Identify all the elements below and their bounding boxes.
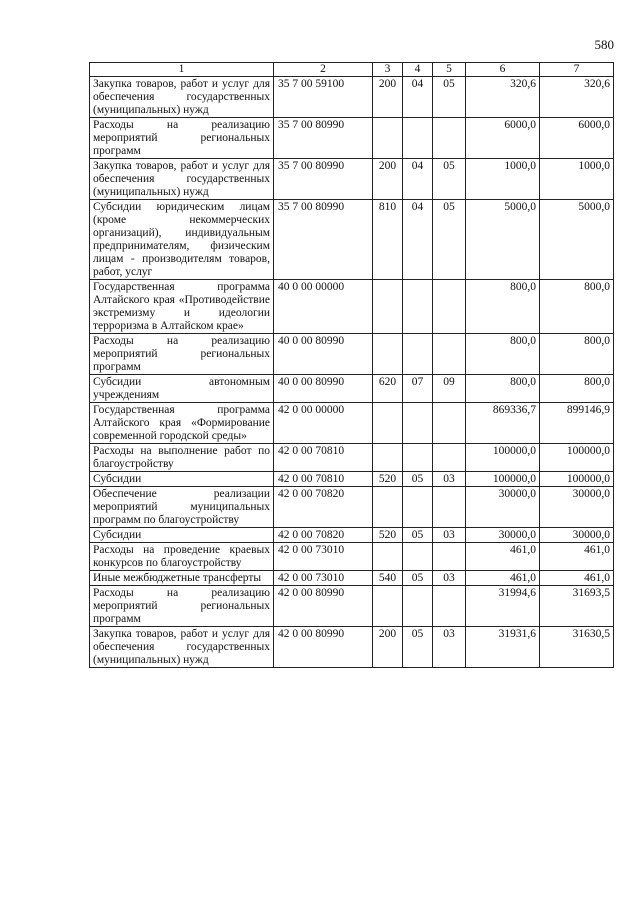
row-expense-type-cell <box>373 586 403 627</box>
table-row <box>90 200 614 280</box>
page-number: 580 <box>594 37 614 52</box>
row-subsection-cell <box>433 334 466 375</box>
table-row <box>90 586 614 627</box>
row-expense-type-cell: 540 <box>373 571 403 586</box>
table-row <box>90 403 614 444</box>
row-section-cell: 04 <box>403 200 433 280</box>
row-subsection-cell: 03 <box>433 627 466 668</box>
row-section-cell: 05 <box>403 472 433 487</box>
row-amount-2-cell: 100000,0 <box>540 444 614 472</box>
row-section-cell <box>403 487 433 528</box>
row-name-cell: Расходы на реализацию мероприятий региональных программ <box>90 118 274 159</box>
row-section-cell <box>403 280 433 334</box>
row-amount-2-cell: 31630,5 <box>540 627 614 668</box>
row-expense-type-cell <box>373 280 403 334</box>
table-row <box>90 472 614 487</box>
row-amount-1-cell: 461,0 <box>466 543 540 571</box>
row-section-cell <box>403 403 433 444</box>
row-expense-type-cell: 200 <box>373 77 403 118</box>
row-section-cell <box>403 543 433 571</box>
header-col-4: 4 <box>403 63 433 77</box>
row-code-cell: 42 0 00 73010 <box>274 543 373 571</box>
row-name-cell: Закупка товаров, работ и услуг для обеспечения государственных (муниципальных) нужд <box>90 77 274 118</box>
header-col-7: 7 <box>540 63 614 77</box>
table-row <box>90 571 614 586</box>
row-subsection-cell: 05 <box>433 77 466 118</box>
row-amount-2-cell: 5000,0 <box>540 200 614 280</box>
row-code-cell: 40 0 00 80990 <box>274 334 373 375</box>
table-row <box>90 77 614 118</box>
row-name-cell: Расходы на реализацию мероприятий региональных программ <box>90 334 274 375</box>
row-name-cell: Расходы на проведение краевых конкурсов по благоустройству <box>90 543 274 571</box>
row-expense-type-cell <box>373 118 403 159</box>
row-section-cell: 05 <box>403 528 433 543</box>
row-name-cell: Обеспечение реализации мероприятий муниципальных программ по благоустройству <box>90 487 274 528</box>
row-subsection-cell <box>433 444 466 472</box>
row-subsection-cell: 03 <box>433 472 466 487</box>
row-section-cell: 05 <box>403 571 433 586</box>
row-expense-type-cell <box>373 543 403 571</box>
row-amount-2-cell: 6000,0 <box>540 118 614 159</box>
row-subsection-cell <box>433 543 466 571</box>
table-body <box>90 77 614 668</box>
row-expense-type-cell <box>373 334 403 375</box>
row-expense-type-cell <box>373 444 403 472</box>
header-col-1: 1 <box>90 63 274 77</box>
row-subsection-cell: 09 <box>433 375 466 403</box>
row-name-cell: Закупка товаров, работ и услуг для обеспечения государственных (муниципальных) нужд <box>90 159 274 200</box>
header-col-5: 5 <box>433 63 466 77</box>
row-code-cell: 42 0 00 80990 <box>274 627 373 668</box>
row-amount-1-cell: 30000,0 <box>466 528 540 543</box>
table-row <box>90 280 614 334</box>
header-col-2: 2 <box>274 63 373 77</box>
row-name-cell: Расходы на реализацию мероприятий региональных программ <box>90 586 274 627</box>
row-code-cell: 35 7 00 80990 <box>274 200 373 280</box>
row-amount-1-cell: 100000,0 <box>466 472 540 487</box>
row-expense-type-cell: 620 <box>373 375 403 403</box>
row-subsection-cell: 05 <box>433 200 466 280</box>
row-name-cell: Субсидии юридическим лицам (кроме некоммерческих организаций), индивидуальным предпринимателям, физическим лицам - производителям товаров, работ, услуг <box>90 200 274 280</box>
row-code-cell: 40 0 00 80990 <box>274 375 373 403</box>
header-row <box>90 63 614 77</box>
row-amount-2-cell: 31693,5 <box>540 586 614 627</box>
row-amount-1-cell: 320,6 <box>466 77 540 118</box>
row-amount-2-cell: 800,0 <box>540 334 614 375</box>
row-subsection-cell: 03 <box>433 528 466 543</box>
row-amount-1-cell: 800,0 <box>466 334 540 375</box>
row-code-cell: 35 7 00 80990 <box>274 118 373 159</box>
row-code-cell: 42 0 00 70810 <box>274 472 373 487</box>
row-section-cell <box>403 444 433 472</box>
header-col-3: 3 <box>373 63 403 77</box>
row-code-cell: 42 0 00 70820 <box>274 487 373 528</box>
row-section-cell <box>403 334 433 375</box>
row-amount-1-cell: 461,0 <box>466 571 540 586</box>
row-amount-2-cell: 30000,0 <box>540 487 614 528</box>
row-expense-type-cell: 520 <box>373 528 403 543</box>
row-code-cell: 35 7 00 80990 <box>274 159 373 200</box>
row-amount-1-cell: 30000,0 <box>466 487 540 528</box>
row-amount-1-cell: 31994,6 <box>466 586 540 627</box>
row-amount-1-cell: 31931,6 <box>466 627 540 668</box>
row-section-cell: 07 <box>403 375 433 403</box>
row-amount-2-cell: 461,0 <box>540 543 614 571</box>
row-expense-type-cell: 200 <box>373 159 403 200</box>
row-amount-1-cell: 800,0 <box>466 375 540 403</box>
row-section-cell <box>403 586 433 627</box>
budget-table <box>89 62 614 668</box>
row-amount-1-cell: 869336,7 <box>466 403 540 444</box>
row-code-cell: 42 0 00 70810 <box>274 444 373 472</box>
row-name-cell: Государственная программа Алтайского края «Формирование современной городской среды» <box>90 403 274 444</box>
row-expense-type-cell: 200 <box>373 627 403 668</box>
row-name-cell: Закупка товаров, работ и услуг для обеспечения государственных (муниципальных) нужд <box>90 627 274 668</box>
table-row <box>90 487 614 528</box>
row-section-cell: 04 <box>403 159 433 200</box>
row-subsection-cell <box>433 487 466 528</box>
table-row <box>90 543 614 571</box>
table-row <box>90 627 614 668</box>
row-expense-type-cell <box>373 487 403 528</box>
row-amount-2-cell: 800,0 <box>540 280 614 334</box>
row-amount-1-cell: 5000,0 <box>466 200 540 280</box>
row-amount-2-cell: 899146,9 <box>540 403 614 444</box>
row-amount-2-cell: 800,0 <box>540 375 614 403</box>
row-amount-1-cell: 1000,0 <box>466 159 540 200</box>
table-row <box>90 375 614 403</box>
row-name-cell: Государственная программа Алтайского края «Противодействие экстремизму и идеологии терроризма в Алтайском крае» <box>90 280 274 334</box>
row-subsection-cell <box>433 280 466 334</box>
row-subsection-cell <box>433 403 466 444</box>
row-amount-2-cell: 100000,0 <box>540 472 614 487</box>
row-amount-1-cell: 6000,0 <box>466 118 540 159</box>
row-code-cell: 40 0 00 00000 <box>274 280 373 334</box>
header-col-6: 6 <box>466 63 540 77</box>
row-section-cell <box>403 118 433 159</box>
row-amount-1-cell: 800,0 <box>466 280 540 334</box>
row-name-cell: Расходы на выполнение работ по благоустройству <box>90 444 274 472</box>
row-code-cell: 42 0 00 00000 <box>274 403 373 444</box>
row-expense-type-cell: 810 <box>373 200 403 280</box>
table-row <box>90 334 614 375</box>
row-section-cell: 05 <box>403 627 433 668</box>
table-row <box>90 444 614 472</box>
row-section-cell: 04 <box>403 77 433 118</box>
row-subsection-cell <box>433 118 466 159</box>
row-subsection-cell: 05 <box>433 159 466 200</box>
row-amount-2-cell: 461,0 <box>540 571 614 586</box>
row-expense-type-cell <box>373 403 403 444</box>
row-code-cell: 42 0 00 73010 <box>274 571 373 586</box>
table-row <box>90 118 614 159</box>
row-name-cell: Иные межбюджетные трансферты <box>90 571 274 586</box>
table-row <box>90 159 614 200</box>
row-code-cell: 35 7 00 59100 <box>274 77 373 118</box>
row-name-cell: Субсидии <box>90 528 274 543</box>
row-amount-2-cell: 320,6 <box>540 77 614 118</box>
table-row <box>90 528 614 543</box>
row-subsection-cell <box>433 586 466 627</box>
row-name-cell: Субсидии <box>90 472 274 487</box>
row-subsection-cell: 03 <box>433 571 466 586</box>
row-name-cell: Субсидии автономным учреждениям <box>90 375 274 403</box>
row-amount-1-cell: 100000,0 <box>466 444 540 472</box>
row-amount-2-cell: 1000,0 <box>540 159 614 200</box>
row-code-cell: 42 0 00 80990 <box>274 586 373 627</box>
row-expense-type-cell: 520 <box>373 472 403 487</box>
row-code-cell: 42 0 00 70820 <box>274 528 373 543</box>
row-amount-2-cell: 30000,0 <box>540 528 614 543</box>
